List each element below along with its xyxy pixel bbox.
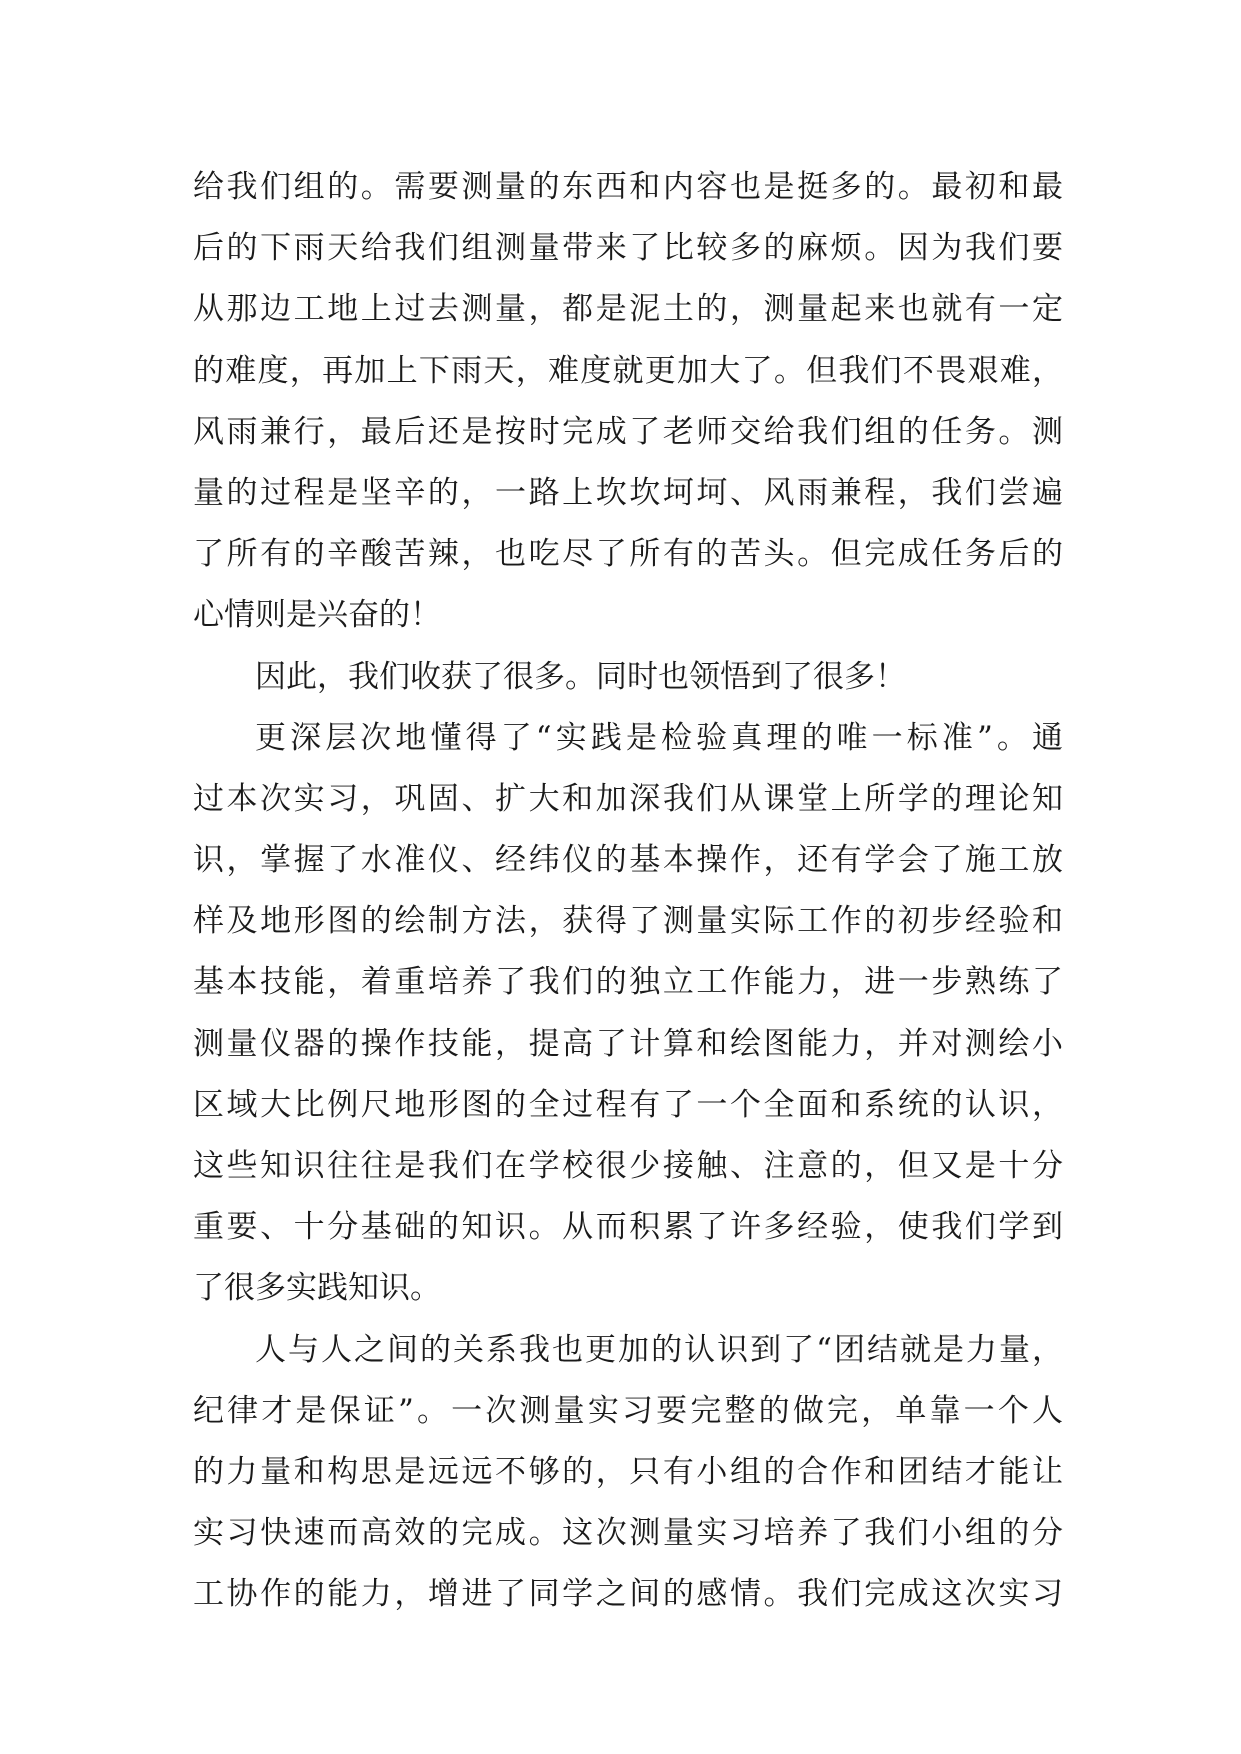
text-line: 基本技能，着重培养了我们的独立工作能力，进一步熟练了 [193,964,1063,1001]
body-text [193,157,1063,1626]
text-line: 的力量和构思是远远不够的，只有小组的合作和团结才能让 [193,1453,1063,1490]
text-line: 纪律才是保证”。一次测量实习要完整的做完，单靠一个人 [193,1392,1063,1429]
text-line: 从那边工地上过去测量，都是泥土的，测量起来也就有一定 [193,291,1063,328]
text-line: 过本次实习，巩固、扩大和加深我们从课堂上所学的理论知 [193,780,1063,817]
text-line: 量的过程是坚辛的，一路上坎坎坷坷、风雨兼程，我们尝遍 [193,474,1063,511]
paragraph-first-line: 更深层次地懂得了“实践是检验真理的唯一标准”。通 [255,719,1063,756]
text-line: 的难度，再加上下雨天，难度就更加大了。但我们不畏艰难， [193,352,1063,389]
text-line: 重要、十分基础的知识。从而积累了许多经验，使我们学到 [193,1209,1063,1246]
text-line: 样及地形图的绘制方法，获得了测量实际工作的初步经验和 [193,903,1063,940]
text-line: 风雨兼行，最后还是按时完成了老师交给我们组的任务。测 [193,413,1063,450]
paragraph-first-line: 人与人之间的关系我也更加的认识到了“团结就是力量， [255,1331,1063,1368]
text-line: 区域大比例尺地形图的全过程有了一个全面和系统的认识， [193,1086,1063,1123]
text-line: 了很多实践知识。 [193,1270,441,1307]
text-line: 实习快速而高效的完成。这次测量实习培养了我们小组的分 [193,1515,1063,1552]
text-line: 给我们组的。需要测量的东西和内容也是挺多的。最初和最 [193,169,1063,205]
text-line: 心情则是兴奋的！ [193,597,441,634]
text-line: 这些知识往往是我们在学校很少接触、注意的，但又是十分 [193,1148,1063,1184]
text-line: 测量仪器的操作技能，提高了计算和绘图能力，并对测绘小 [193,1025,1063,1062]
text-line: 工协作的能力，增进了同学之间的感情。我们完成这次实习 [193,1576,1063,1613]
text-line: 识，掌握了水准仪、经纬仪的基本操作，还有学会了施工放 [193,842,1063,879]
text-line: 了所有的辛酸苦辣，也吃尽了所有的苦头。但完成任务后的 [193,536,1063,573]
paragraph-first-line: 因此，我们收获了很多。同时也领悟到了很多！ [255,658,906,695]
text-line: 后的下雨天给我们组测量带来了比较多的麻烦。因为我们要 [193,230,1063,267]
